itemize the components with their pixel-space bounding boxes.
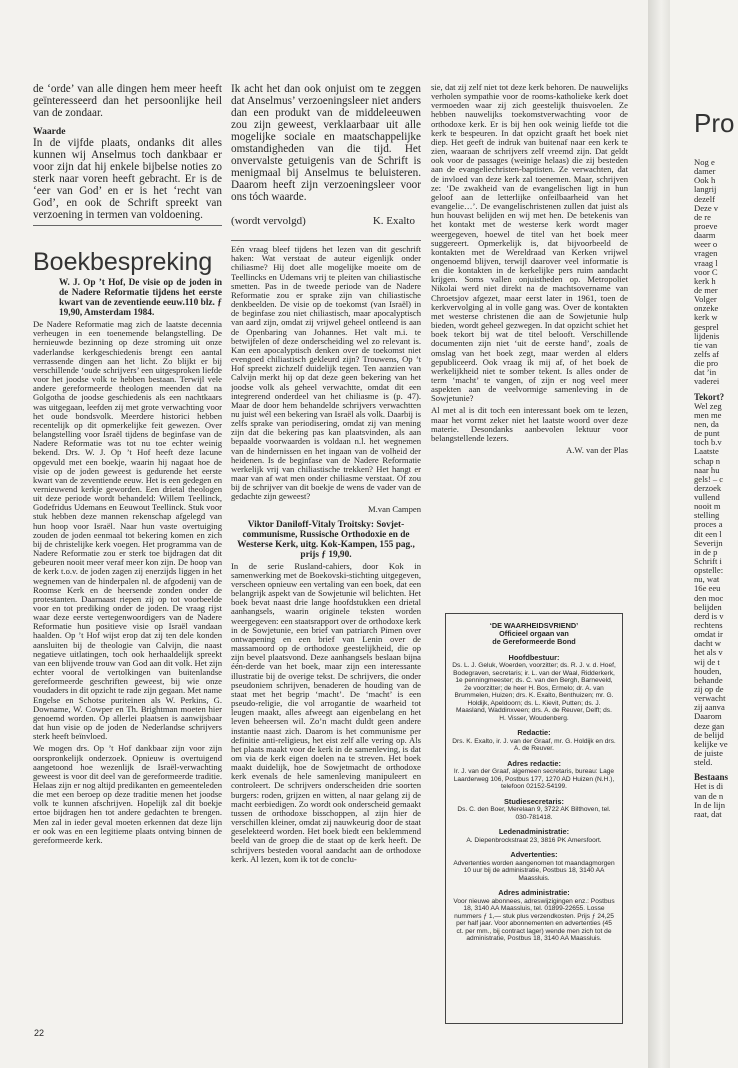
right-page [670,0,738,1068]
masthead-text: Voor nieuwe abonnees, adreswijzigingen enz.: Postbus 18, 3140 AA Maassluis, tel. 01899-22655. Losse nummers ƒ 1,— stuk plus verzendkosten. Prijs ƒ 24,25 per half jaar. Voor abonnementen en advertenties (45 ct. per mm., bij contract lager) wende men zich tot de administratie, Postbus 18, 3140 AA Maassluis. [453,897,615,943]
waarde-text: In de vijfde plaats, ondanks dit alles kunnen wij Anselmus toch dankbaar er voor zijn dat hij enkele bijbelse noties zo sterk naar voren heeft gebracht. Er is de ‘eer van God’ en er is het ‘recht van God’, en ook de Schrift spreekt van verzoening in termen van voldoening. [33,137,222,222]
right-page-heading: Tekort? [694,391,725,402]
masthead-title-line: ‘DE WAARHEIDSVRIEND’ [489,621,579,630]
masthead-text: Ds. L. J. Geluk, Woerden, voorzitter; ds. R. J. v. d. Hoef, Bodegraven, secretaris; ir. L. van der Waal, Ridderkerk, 1e penningmeester; ds. C. van den Bergh, Barneveld, 2e voorzitter; de heer H. Bos, Ermelo; dr. A. van Brummelen, Huizen; drs. K. Exalto, Benthuizen; mr. G. Holdijk, Apeldoorn; ds. L. Kievit, Putten; ds. J. Maasland, Waddinxveen; drs. A. de Reuver, Delft; ds. H. Visser, Woudenberg. [452,662,616,722]
masthead-heading: Adres administratie: [498,888,570,898]
text-line: schap n [694,455,721,466]
text-line: tie van [694,339,718,350]
col1-intro: de ‘orde’ van alle dingen hem meer heeft geïnteresseerd dan het persoonlijke heil van de zondaar. [33,83,222,119]
text-line: de punt [694,428,720,439]
text-line: omdat ir [694,629,723,640]
text-line: gesprel [694,321,719,332]
masthead-heading: Hoofdbestuur: [508,652,560,662]
text-line: in de p [694,546,718,557]
author-signature: A.W. van der Plas [566,445,628,456]
text-line: voor C [694,266,718,277]
waarde-heading: Waarde [33,126,66,137]
right-page-title: Pro [694,108,735,138]
masthead-heading: Advertenties: [510,850,558,860]
masthead-text: Ir. J. van der Graaf, algemeen secretaris, bureau: Lage Laarderweg 106, Postbus 177, 1270 AD Huizen (N.H.), telefoon 02152-54199. [453,768,615,791]
author-signature: K. Exalto [372,215,415,227]
text-line: derzoek [694,482,722,493]
text-line: den moc [694,592,724,603]
text-line: behande [694,674,723,685]
text-line: kelijke ve [694,738,728,749]
text-line: onzeke [694,303,719,314]
text-line: zij aanva [694,702,725,713]
text-line: het als v [694,647,723,658]
masthead-text: Drs. K. Exalto, ir. J. van der Graaf, mr. G. Holdijk en drs. A. de Reuver. [452,737,616,753]
col2-intro: Ik acht het dan ook onjuist om te zeggen dat Anselmus’ verzoeningsleer niet anders dan een produkt van de middeleeuwen zou zijn geweest, verklaarbaar uit alle mogelijke sociale en maatschappelijke omstandigheden van die tijd. Het onvervalste getuigenis van de Schrift is menigmaal bij Anselmus te beluisteren. Daarom heeft zijn verzoeningsleer voor ons tóch waarde. [231,83,421,203]
text-line: Wel zeg [694,400,722,411]
text-line: langrij [694,184,717,195]
review-continuation: Eén vraag bleef tijdens het lezen van dit geschrift haken: Wat verstaat de auteur eigenlijk onder chiliasme? Hij doet alle mogelijke moeite om de Teellincks en Udemans vrij te pleiten van chiliastische smetten. Pas in de tweede periode van de Nadere Reformatie zou er sprake zijn van chiliastische denkbeelden. De visie op de toekomst (van Israël) in de beginfase zou niet chiliastisch, maar apocalyptisch van aard zijn, omdat zij vrijwel geheel ontleend is aan de Openbaring van Johannes. Het valt m.i. te betwijfelen of deze onderscheiding wel zo relevant is. Kan een apocalyptisch denken over de toekomst niet evengoed chiliastisch gekleurd zijn? Trouwens, Op ’t Hof spreekt zichzelf duidelijk tegen. Ten aanzien van Calvijn merkt hij op dat deze geen bekering van het joodse volk als geheel verwachtte, omdat dit een integrerend onderdeel van het chiliasme is (p. 47). Maar de door hem behandelde schrijvers verwachtten nu juist wél een bekering van Israël als volk. Daarbij is zelfs sprake van periodisering, omdat zij van mening zijn dat die bekering pas kan plaatsvinden, als aan bepaalde voorwaarden is voldaan n.l. het wegnemen van de hindernissen en het ingaan van de volheid der heidenen. Is de beginfase van de Nadere Reformatie werkelijk vrij van chiliastische trekken? Het hangt er maar van af wat men onder chiliasme verstaat. Of zou bij de schrijver van dit boekje de wens de vader van de gedachte zijn geweest? [231,244,421,502]
masthead-heading: Adres redactie: [507,758,561,768]
right-page-text [694,158,738,819]
masthead-title-line: de Gereformeerde Bond [492,637,576,647]
text-line: lijdenis [694,330,720,341]
section-title: Boekbespreking [33,248,213,277]
page-number: 22 [34,1028,45,1038]
text-line: nu, wat [694,574,720,585]
text-line: kerk w [694,312,718,323]
text-line: kerk h [694,275,716,286]
text-line: wij de t [694,656,720,667]
review-paragraph: We mogen drs. Op ’t Hof dankbaar zijn voor zijn oorspronkelijk onderzoek. Opnieuw is overtuigend aangetoond hoe wezenlijk de Israël-verwachting geweest is voor dit deel van de gereformeerde traditie. Helaas zijn er nog altijd predikanten en gemeenteleden die met een beroep op deze traditie menen het joodse volk te kunnen afschrijven. Hopelijk zal dit boekje ertoe bijdragen hen tot andere gedachten te brengen. Men zal in ieder geval moeten erkennen dat deze lijn er ook was en een legitieme plaats ontving binnen de gereformeerde kerk. [33,743,222,845]
text-line: proces a [694,519,723,530]
text-line: raat, dat [694,808,722,819]
masthead-text: A. Diepenbrockstraat 23, 3816 PK Amersfoort. [466,836,602,844]
text-line: zij op de [694,684,724,695]
text-line: naar hu [694,464,720,475]
column-1 [33,83,222,1023]
masthead-box [445,613,623,1024]
text-line: Deze v [694,202,719,213]
text-line: 16e eeu [694,583,721,594]
book-title: W. J. Op ’t Hof, De visie op de joden in de Nadere Reformatie tijdens het eerste kwart van de zeventiende eeuw.110 blz. ƒ 19,90, Amsterdam 1984. [59,278,222,319]
text-line: de juiste [694,748,723,758]
text-line: de mer [694,284,718,295]
text-line: weer o [694,239,718,250]
text-line: Daarom [694,711,722,722]
text-line: Schrift i [694,556,722,567]
text-line: verwacht [694,693,726,704]
text-line: vraag l [694,257,718,268]
text-line: nen, da [694,418,719,429]
text-line: Volger [694,294,717,305]
text-line: men me [694,409,722,420]
text-line: deze gan [694,720,725,731]
text-line: proeve [694,220,718,231]
review-paragraph: In de serie Rusland-cahiers, door Kok in samenwerking met de Boekovski-stichting uitgegeven, verscheen opnieuw een vertaling van een boek, dat een belangrijk aspekt van de Sowjetunie wil belichten. Het boek bevat naast drie lange hoofdstukken een drietal aanhangsels, waarin originele teksten worden weergegeven: een staatsrapport over de orthodoxe kerk in de Sowjetunie, een brief van patriarch Pimen over ontwapening en een brief van Lenin over de massamoord op de orthodoxe geestelijkheid, die op zijn bevel plaatsvond. Deze aanhangsels beslaan bijna één-derde van het boek, maar zijn een interessante illustratie bij de overige tekst. De schrijvers, die onder pseudoniem schrijven, benaderen de houding van de staat met het begrip ‘macht’. De ‘macht’ is een pseudo-religie, die vol arrogantie de waarheid tot leugen maakt, alles afweegt aan eigenbelang en het leven beheersen wil. Zo’n macht duldt geen andere instantie naast zich. Daarom is het communisme per definitie anti-religieus, het eist zelf alle vering op. Als het plaats maakt voor de kerk in de samenleving, is dat om via de kerk eigen doelen na te streven. Het boek maakt duidelijk, hoe de Sowjetmacht de orthodoxe kerk evenals de hele samenleving manipuleert en controleert. De schrijvers onderscheiden drie soorten burgers: roden, grijzen en witten, al naar gelang zij de macht eerbiedigen. Zo wordt ook onderscheid gemaakt tussen de orthodoxe bisschoppen, al zijn hier de verschillen kleiner, omdat zij nauwkeurig door de staat geselekteerd worden. Het boek biedt een beklemmend beeld van de groep die de staat op de kerk heeft. De schrijvers besteden vooral aandacht aan de orthodoxe kerk. Al lezen, kom ik tot de conclu- [231,560,421,864]
masthead-heading: Studiesecretaris: [504,796,564,806]
text-line: van de n [694,790,724,801]
text-line: dacht w [694,638,721,649]
column-3 [431,83,628,603]
text-line: Severijn [694,537,723,548]
book-title: Viktor Daniloff-Vitaly Troitsky: Sovjet-communisme, Russische Orthodoxie en de Westerse Kerk, uitg. Kok-Kampen, 155 pag., prijs ƒ 19,90. [237,519,415,560]
text-line: opstelle: [694,565,724,576]
text-line: vullend [694,492,720,503]
text-line: Nog e [694,157,715,167]
text-line: Laatste [694,446,719,457]
continued-label: (wordt vervolgd) [231,215,306,227]
right-page-heading: Bestaans [694,772,729,783]
column-2 [231,83,421,1023]
review-paragraph: De Nadere Reformatie mag zich de laatste decennia verheugen in een toenemende belangstelling. De hernieuwde bezinning op deze stroming uit onze vaderlandse kerkgeschiedenis brengt een aantal verrassende dingen aan het licht. Zo blijkt er bij verschillende ‘oude schrijvers’ een uitgesproken liefde voor het joodse volk te hebben bestaan. Terwijl vele andere gereformeerde theologen meenden dat na Golgotha de joodse geschiedenis als een nachtkaars was uitgegaan, leefden zij met grote verwachting voor het oude bondsvolk. Meerdere historici hebben recentelijk op dit opmerkelijke feit gewezen. Over belangstelling voor Israël tijdens de beginfase van de Nadere Reformatie was tot nu toe echter weinig bekend. Drs. W. J. Op ’t Hof heeft deze lacune opgevuld met een boekje, waarin hij nagaat hoe de visie op de joden geweest is gedurende het eerste kwart van de zeventiende eeuw. Het is een gedegen en vernieuwend kerkje geworden. Een drietal theologen uit deze periode wordt behandeld: Willem Teellinck, Godefridus Udemans en Eeuwout Teellinck. Stuk voor stuk hebben deze mannen rekenschap afgelegd van hun hoop voor Israël. Naar hun vaste overtuiging zouden de joden eenmaal tot bekering komen en zich bij de christelijke kerk voegen. Het programma van de Nadere Reformatie zou er sterk toe bijdragen dat dit gebeuren nooit meer veraf meer kon zijn. De hoop van de kerk t.o.v. de joden zagen zij enerzijds liggen in het wegnemen van de hinderpalen nl. de afgodenij van de Roomse Kerk en de heersende zonden onder de protestanten. Daarnaast riepen zij op tot voorbeelde voor en tot prediking onder de joden. De vraag rijst waar deze eerste vertegenwoordigers van de Nadere Reformatie hun positieve visie op Israël vandaan haalden. Op ’t Hof wijst erop dat zij ten dele konden aansluiten bij de theologie van Calvijn, die naast negatieve uitlatingen, toch ook herhaaldelijk spreekt van een blijvende trouw van God aan dit volk. Het zijn echter vooral de vertolkingen van buitenlandse gereformeerde geschriften geweest, bij wie onze voudaders in dit opzicht te rade zijn gegaan. Met name Engelse en Schotse puriteinen als W. Perkins, G. Downame, W. Cowper en Th. Brightman moeten hier genoemd worden. Op allerlei plaatsen is aanwijsbaar dat hun visie op de joden de Nederlandse schrijvers sterk heeft beïnvloed. [33,319,222,742]
text-line: toch b.v [694,437,722,448]
review-closing: Al met al is dit toch een interessant boek om te lezen, maar het vormt zeker niet het laatste woord over deze materie. Desondanks aanbevolen lektuur voor belangstellende lezers. [431,405,628,443]
text-line: stelling [694,510,720,521]
text-line: de re [694,211,711,222]
divider [33,225,222,226]
text-line: die pro [694,358,719,369]
text-line: houden, [694,665,722,676]
text-line: dat ’in [694,367,717,378]
text-line: damer [694,166,716,177]
masthead-heading: Ledenadministratie: [498,827,570,837]
text-line: de belijd [694,729,724,740]
text-line: rechtens [694,620,723,631]
text-line: In de lijn [694,799,726,810]
text-line: derd is v [694,610,724,621]
text-line: steld. [694,757,713,768]
text-line: zelfs af [694,348,720,359]
text-line: Het is di [694,781,724,792]
text-line: dezelf [694,193,715,204]
book-gutter [648,0,670,1068]
review-continuation: sie, dat zij zelf niet tot deze kerk behoren. De nauwelijks verholen sympathie voor de rooms-katholieke kerk doet vermoeden waar zij zich geestelijk thuisvoelen. Ze hebben nauwelijks toekomstverwachting voor de orthodoxe kerk. Er is bij hen ook weinig liefde tot die kerk te bespeuren. In dat opzicht graaft het boek niet diep. Het geeft de indruk van buitenaf naar een kerk te zien, waaraan de schrijvers zelf vreemd zijn. Dat geldt ook voor de passages (weinige helaas) die zij besteden aan de evangeliechristen-baptisten. Ze verwachten, dat de invloed van deze kerk zal toenemen. Maar, schrijven ze: ‘De zwakheid van de evangelischen ligt in hun geloof aan de letterlijke onfeilbaarheid van het evangelie…’. De evangelischristenen zullen dat juist als hun houvast belijden en wij met hen. De betekenis van het kontakt met de westerse kerk wordt mager weergegeven, hoewel de titel van het boek meer suggereert. Opmerkelijk is, dat bijvoorbeeld de kontakten met de Wereldraad van Kerken vrijwel ongenoemd blijven, terwijl daarover veel informatie is en die kontakten in de kerkelijke pers ruim aandacht krijgen. Soms vallen onjuistheden op. Metropoliet Nikolai werd niet direkt na de machtsovername van Chroetsjov afgezet, maar eerst later in 1961, toen de kerkvervolging al in volle gang was. Over de kontakten met westerse christenen die aan de Sowjetunie hulp bieden, wordt geheel gezwegen. In dat opzicht schiet het boek tekort bij wat de titel belooft. Verschillende documenten zijn niet ‘uit de eerste hand’, zoals de omslag van het boek zegt, maar werden al elders gepubliceerd. Ook vraag ik mij af, of het boek de werkelijkheid niet te somber tekent. Is alles onder de term ‘macht’ te vangen, of zijn er nog veel meer aspekten aan de veelvormige samenleving in de Sowjetunie? [431,83,628,404]
divider [231,240,421,241]
text-line: gels! – c [694,473,724,484]
text-line: daarm [694,230,716,241]
continued-line [231,217,415,226]
text-line: vragen [694,248,718,259]
text-line: nooit m [694,501,721,512]
masthead-title-line: Officieel orgaan van [499,629,569,639]
masthead-text: Ds. C. den Boer, Merelaan 9, 3722 AK Bilthoven, tel. 030-781418. [457,806,611,821]
masthead-text: Advertenties worden aangenomen tot maandagmorgen 10 uur bij de administratie, Postbus 18, 3140 AA Maassluis. [453,859,615,882]
text-line: belijden [694,601,722,612]
text-line: vaderei [694,376,720,387]
author-signature: M.van Campen [368,503,421,514]
masthead-heading: Redactie: [517,728,551,738]
text-line: Ook h [694,175,716,186]
text-line: dit een l [694,528,722,539]
